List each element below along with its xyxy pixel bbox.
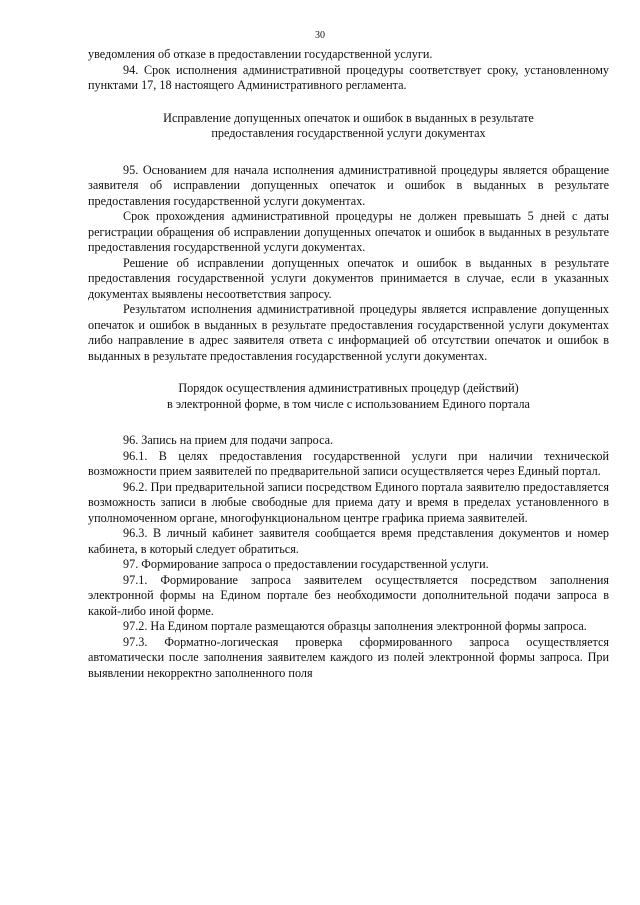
paragraph: 96.3. В личный кабинет заявителя сообщается время представления документов и номер кабинета, в который следует обратиться. [88,526,609,556]
section-heading-line: Порядок осуществления административных процедур (действий) [178,381,519,395]
paragraph: 97.3. Форматно-логическая проверка сформированного запроса осуществляется автоматически после заполнения заявителем каждого из полей электронной формы запроса. При выявлении некорректно заполненного поля [88,634,609,680]
document-body [88,47,609,681]
paragraph: уведомления об отказе в предоставлении государственной услуги. [88,47,433,61]
paragraph: 97.1. Формирование запроса заявителем осуществляется посредством заполнения электронной формы на Едином портале без необходимости дополнительной подачи запроса в какой-либо иной форме. [88,572,609,618]
section-heading-line: Исправление допущенных опечаток и ошибок в выданных в результате [163,110,534,125]
paragraph: 97.2. На Едином портале размещаются образцы заполнения электронной формы запроса. [123,619,587,633]
paragraph: 96.2. При предварительной записи посредством Единого портала заявителю предоставляется возможность записи в любые свободные для приема дату и время в пределах установленного в уполномоченном органе, многофункциональном центре графика приема заявителей. [88,479,609,525]
paragraph: 97. Формирование запроса о предоставлении государственной услуги. [123,557,489,571]
page-number: 30 [315,30,325,41]
section-heading-line: в электронной форме, в том числе с использованием Единого портала [167,396,530,411]
paragraph: Результатом исполнения административной процедуры является исправление допущенных опечаток и ошибок в выданных в результате предоставления государственной услуги документах либо направление в адрес заявителя ответа с информацией об отсутствии опечаток и ошибок в выданных в результате предоставления государственной услуги документах. [88,302,609,363]
section-heading [88,111,609,142]
section-heading [88,381,609,412]
section-heading-line: предоставления государственной услуги документах [211,126,486,140]
paragraph: 96. Запись на прием для подачи запроса. [123,433,334,447]
paragraph: Решение об исправлении допущенных опечаток и ошибок в выданных в результате предоставления государственной услуги документов принимается в случае, если в указанных документах выявлены несоответствия запросу. [88,255,609,301]
paragraph: 96.1. В целях предоставления государственной услуги при наличии технической возможности прием заявителей по предварительной записи осуществляется через Единый портал. [88,448,609,478]
paragraph: Срок прохождения административной процедуры не должен превышать 5 дней с даты регистрации обращения об исправлении допущенных опечаток и ошибок в выданных в результате предоставления государственной услуги документах. [88,209,609,254]
paragraph: 95. Основанием для начала исполнения административной процедуры является обращение заявителя об исправлении допущенных опечаток и ошибок в выданных в результате предоставления государственной услуги документах. [88,162,609,208]
paragraph: 94. Срок исполнения административной процедуры соответствует сроку, установленному пунктами 17, 18 настоящего Административного регламента. [88,62,609,92]
